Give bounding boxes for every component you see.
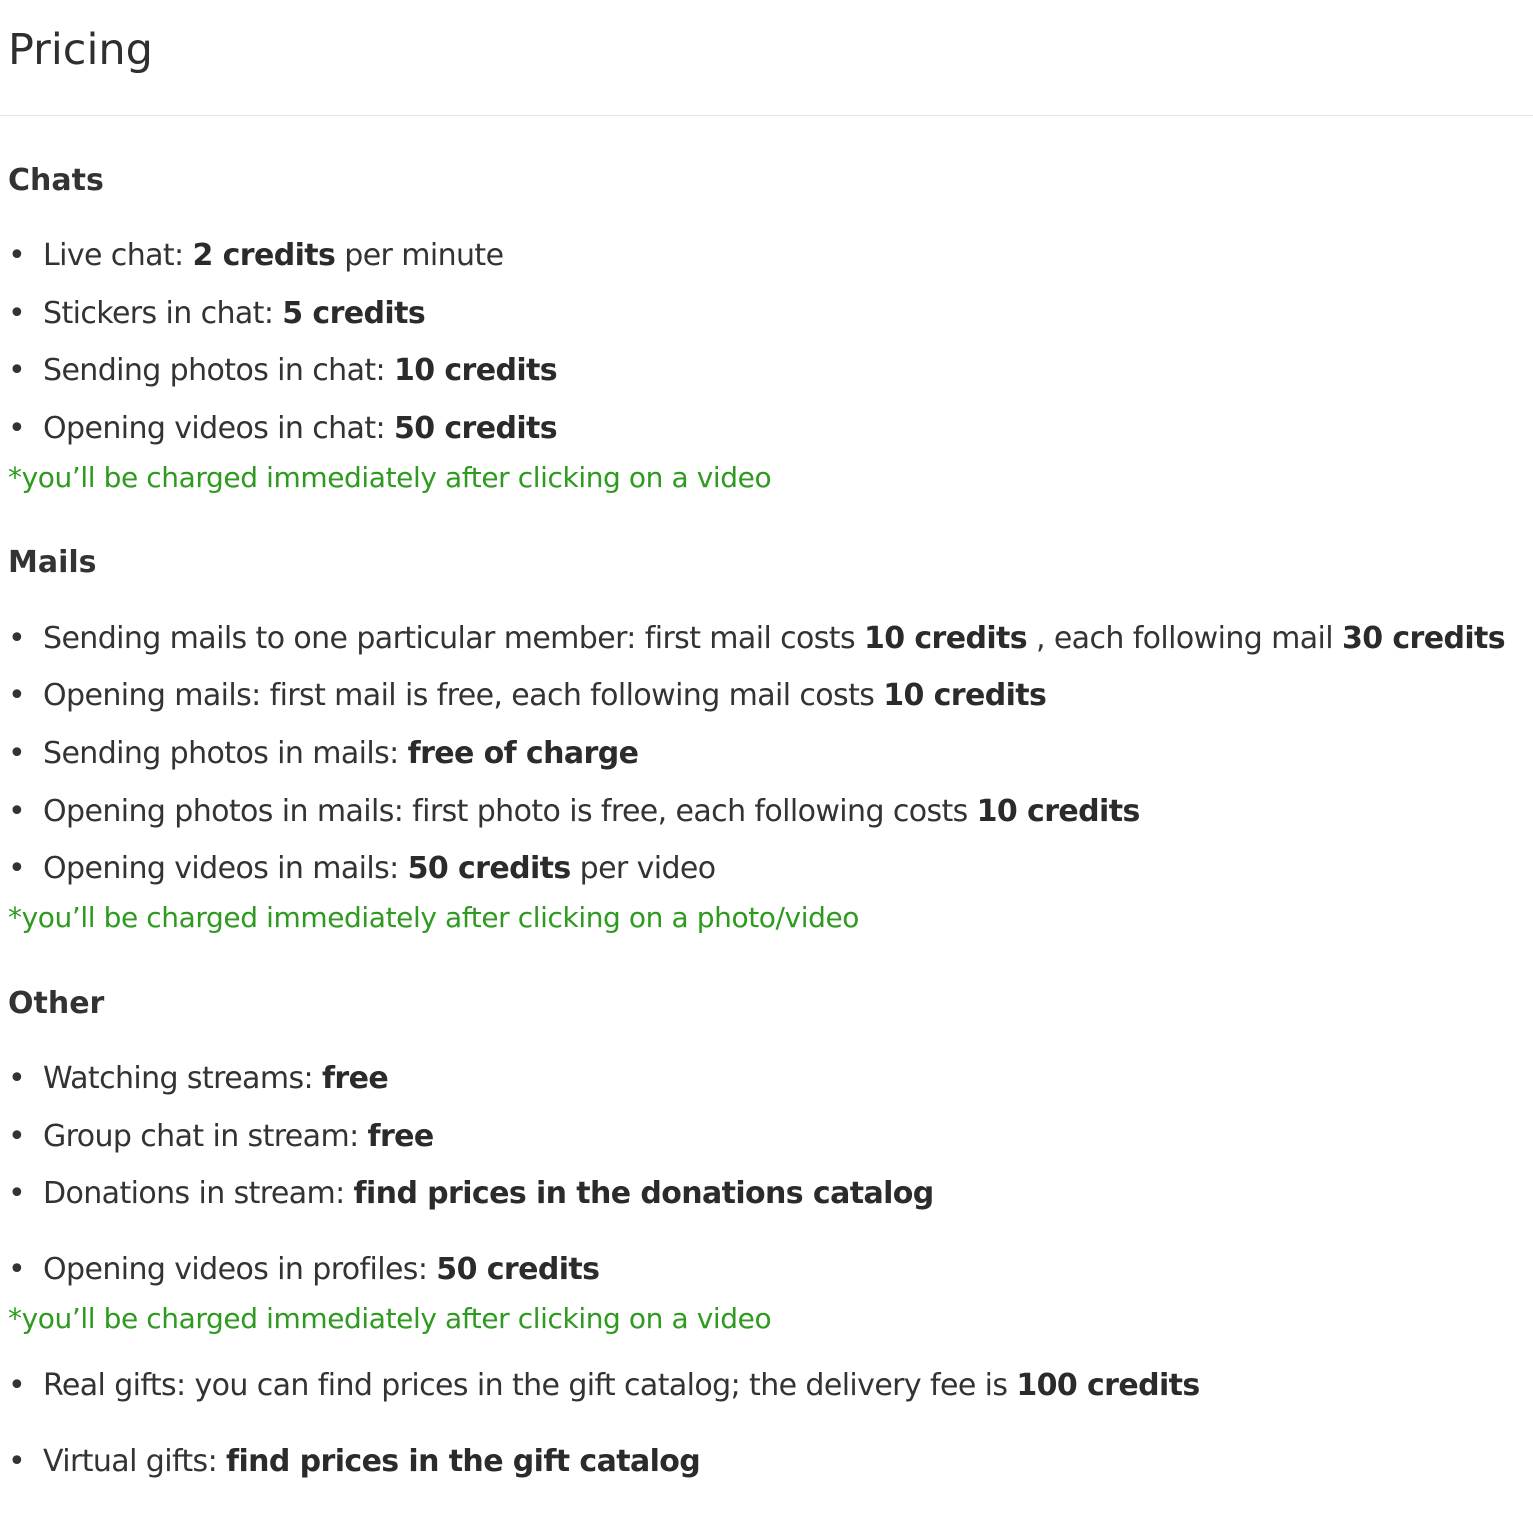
bullet-icon: • xyxy=(8,1444,26,1479)
bullet-icon: • xyxy=(8,353,26,388)
price-value: free of charge xyxy=(407,736,639,771)
price-value: 2 credits xyxy=(192,238,336,273)
price-value: free xyxy=(321,1061,389,1096)
bullet-icon: • xyxy=(8,736,26,771)
bullet-icon: • xyxy=(8,621,26,656)
price-value: 10 credits xyxy=(976,794,1140,829)
list-item: • Donations in stream: find prices in the donations catalog xyxy=(8,1174,934,1214)
bullet-icon: • xyxy=(8,411,26,446)
bullet-icon: • xyxy=(8,1368,26,1403)
list-item: • Watching streams: free xyxy=(8,1059,388,1099)
list-item: • Group chat in stream: free xyxy=(8,1117,434,1157)
list-item: • Sending mails to one particular member: first mail costs 10 credits , each following mail 30 credits xyxy=(8,619,1505,659)
list-item: • Opening photos in mails: first photo is free, each following costs 10 credits xyxy=(8,792,1140,832)
list-item: • Virtual gifts: find prices in the gift catalog xyxy=(8,1442,700,1482)
list-item: • Stickers in chat: 5 credits xyxy=(8,294,425,334)
list-item: • Opening mails: first mail is free, each following mail costs 10 credits xyxy=(8,676,1046,716)
list-item: • Real gifts: you can find prices in the gift catalog; the delivery fee is 100 credits xyxy=(8,1366,1200,1406)
title-divider xyxy=(0,115,1533,116)
price-value: 50 credits xyxy=(436,1252,600,1287)
list-item: • Sending photos in mails: free of charge xyxy=(8,734,638,774)
price-value: 30 credits xyxy=(1341,621,1506,656)
price-value: find prices in the gift catalog xyxy=(226,1444,701,1479)
section-heading-other: Other xyxy=(8,986,105,1021)
list-item: • Opening videos in profiles: 50 credits xyxy=(8,1250,599,1290)
list-item: • Opening videos in chat: 50 credits xyxy=(8,409,557,449)
list-item: • Opening videos in mails: 50 credits per video xyxy=(8,849,716,889)
bullet-icon: • xyxy=(8,678,26,713)
list-item: • Sending photos in chat: 10 credits xyxy=(8,351,557,391)
bullet-icon: • xyxy=(8,296,26,331)
charge-note: *you’ll be charged immediately after clicking on a video xyxy=(8,1302,772,1335)
price-value: 100 credits xyxy=(1016,1368,1200,1403)
bullet-icon: • xyxy=(8,1061,26,1096)
bullet-icon: • xyxy=(8,1176,26,1211)
list-item: • Live chat: 2 credits per minute xyxy=(8,236,503,276)
price-value: free xyxy=(367,1119,434,1154)
price-value: 5 credits xyxy=(282,296,426,331)
price-value: 10 credits xyxy=(393,353,558,388)
price-value: 10 credits xyxy=(863,621,1028,656)
page-title: Pricing xyxy=(8,25,153,75)
section-heading-mails: Mails xyxy=(8,545,97,580)
bullet-icon: • xyxy=(8,851,26,886)
bullet-icon: • xyxy=(8,238,26,273)
price-value: 50 credits xyxy=(393,411,558,446)
price-value: find prices in the donations catalog xyxy=(353,1176,934,1211)
bullet-icon: • xyxy=(8,794,26,829)
charge-note: *you’ll be charged immediately after clicking on a photo/video xyxy=(8,901,860,934)
charge-note: *you’ll be charged immediately after clicking on a video xyxy=(8,461,772,494)
section-heading-chats: Chats xyxy=(8,163,104,198)
price-value: 50 credits xyxy=(407,851,571,886)
bullet-icon: • xyxy=(8,1252,26,1287)
bullet-icon: • xyxy=(8,1119,26,1154)
price-value: 10 credits xyxy=(883,678,1047,713)
